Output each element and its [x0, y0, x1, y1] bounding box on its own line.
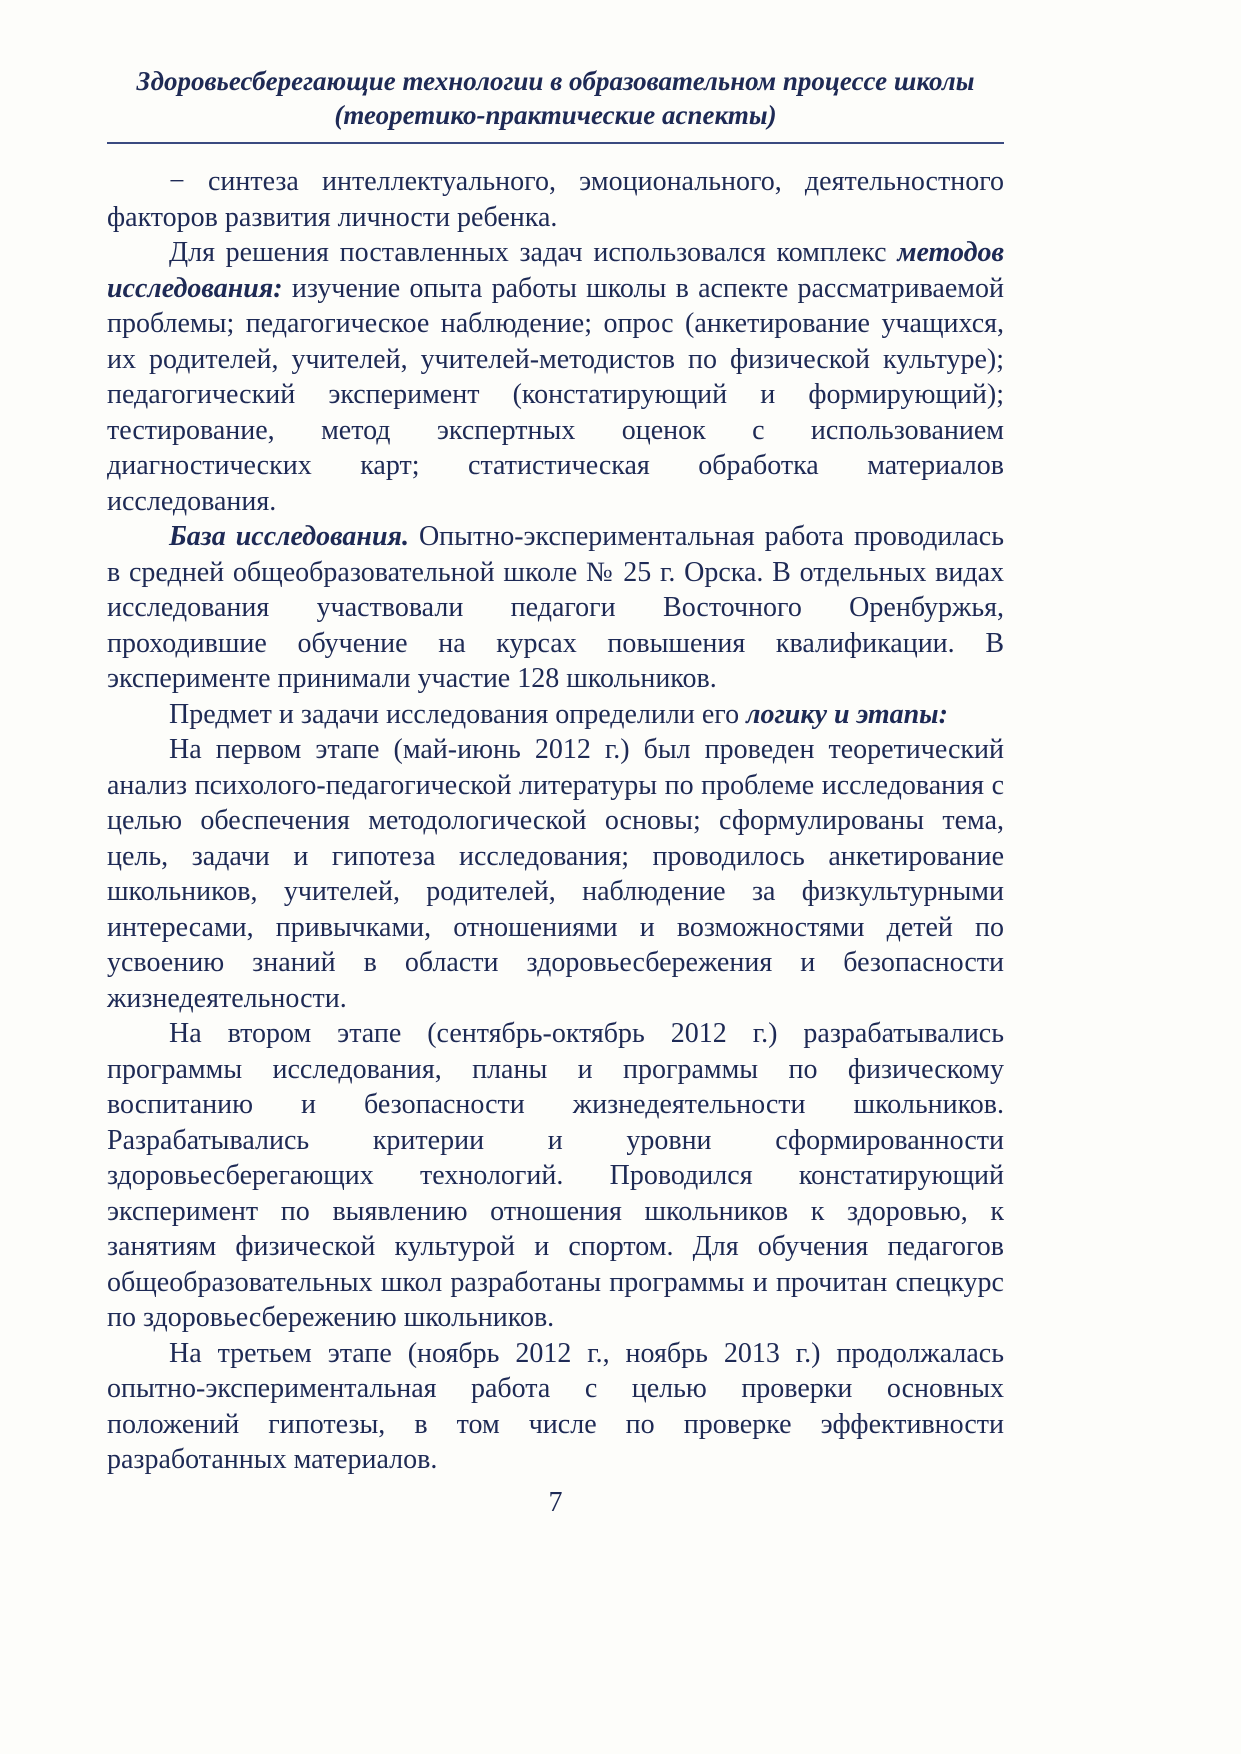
- running-header-line1: Здоровьесберегающие технологии в образовательном процессе школы: [136, 66, 975, 96]
- paragraph-text: изучение опыта работы школы в аспекте рассматриваемой проблемы; педагогическое наблюдение; опрос (анкетирование учащихся, их родителей, учителей, учителей-методистов по физической культуре); педагогический эксперимент (констатирующий и формирующий); тестирование, метод экспертных оценок с использованием диагностических карт; статистическая обработка материалов исследования.: [107, 272, 1004, 517]
- paragraph: [107, 164, 1004, 235]
- paragraph-text: Опытно-экспериментальная работа проводилась в средней общеобразовательной школе № 25 г. Орска. В отдельных видах исследования участвовали педагоги Восточного Оренбуржья, проходившие обучение на курсах повышения квалификации. В эксперименте принимали участие 128 школьников.: [107, 521, 1004, 694]
- paragraph: [107, 1336, 1004, 1478]
- paragraph-emphasis: База исследования.: [169, 521, 419, 552]
- paragraph-text: На втором этапе (сентябрь-октябрь 2012 г.) разрабатывались программы исследования, планы и программы по физическому воспитанию и безопасности жизнедеятельности школьников. Разрабатывались критерии и уровни сформированности здоровьесберегающих технологий. Проводился констатирующий эксперимент по выявлению отношения школьников к здоровью, к занятиям физической культурой и спортом. Для обучения педагогов общеобразовательных школ разработаны программы и прочитан спецкурс по здоровьесбережению школьников.: [107, 1018, 1004, 1333]
- paragraph: [107, 519, 1004, 697]
- paragraph-text: На третьем этапе (ноябрь 2012 г., ноябрь 2013 г.) продолжалась опытно-экспериментальная работа с целью проверки основных положений гипотезы, в том числе по проверке эффективности разработанных материалов.: [107, 1337, 1004, 1475]
- text-column: [107, 0, 1004, 1478]
- paragraph: [107, 235, 1004, 519]
- page-body: [107, 164, 1004, 1478]
- paragraph-text: Для решения поставленных задач использовался комплекс: [169, 237, 898, 268]
- paragraph-emphasis: логику и этапы:: [746, 698, 948, 730]
- paragraph-emphasis: методов исследования:: [107, 237, 1004, 304]
- running-header: [107, 64, 1004, 144]
- paragraph: [107, 1016, 1004, 1336]
- page-number: 7: [548, 1487, 563, 1518]
- paragraph-text: − синтеза интеллектуального, эмоционального, деятельностного факторов развития личности ребенка.: [107, 166, 1004, 233]
- paragraph-text: На первом этапе (май-июнь 2012 г.) был проведен теоретический анализ психолого-педагогической литературы по проблеме исследования с целью обеспечения методологической основы; сформулированы тема, цель, задачи и гипотеза исследования; проводилось анкетирование школьников, учителей, родителей, наблюдение за физкультурными интересами, привычками, отношениями и возможностями детей по усвоению знаний в области здоровьесбережения и безопасности жизнедеятельности.: [107, 734, 1004, 1014]
- paragraph-text: Предмет и задачи исследования определили его: [169, 698, 747, 730]
- paragraph: [107, 732, 1004, 1016]
- paragraph: [107, 697, 1004, 733]
- running-header-line2: (теоретико-практические аспекты): [334, 100, 777, 130]
